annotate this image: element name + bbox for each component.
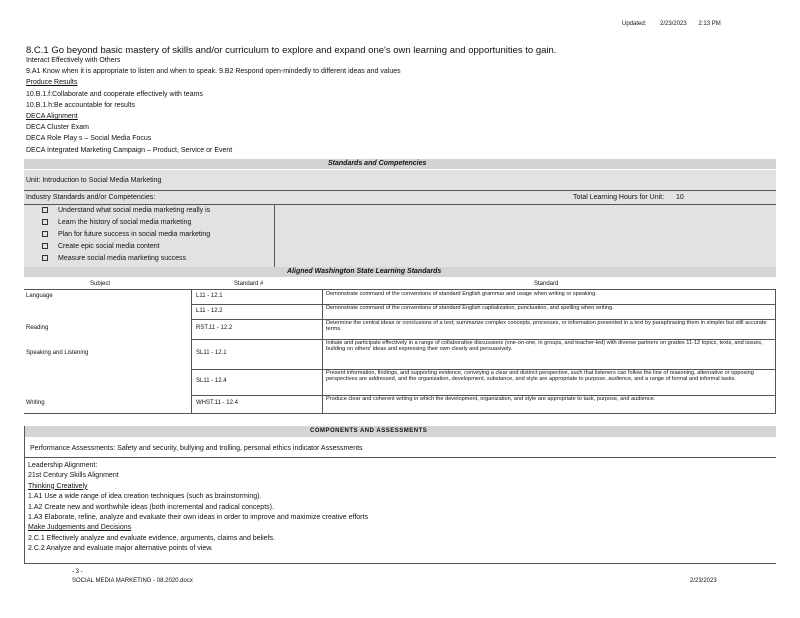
lower-lines-item: Leadership Alignment: [28, 462, 98, 469]
table-row-standard: Demonstrate command of the conventions of standard English capitalization, punctuation, and spelling when writing. [326, 305, 614, 311]
top-lines-item: DECA Cluster Exam [26, 124, 90, 132]
checkbox-icon [42, 255, 48, 261]
table-row-code: RST.11 - 12.2 [196, 325, 233, 331]
lower-lines-item: 2.C.2 Analyze and evaluate major alternative points of view. [28, 545, 213, 553]
divider [274, 204, 275, 268]
top-lines-item: 9.A1 Know when it is appropriate to listen and when to speak. 9.B2 Respond open-mindedly to different ideas and values [26, 68, 401, 76]
competency-item [42, 207, 210, 214]
competency-item [42, 255, 186, 262]
lower-lines-item: 21st Century Skills Alignment [28, 472, 119, 480]
footer-doc-name: SOCIAL MEDIA MARKETING - 08.2020.docx [72, 578, 193, 584]
checkbox-icon [42, 231, 48, 237]
checkbox-icon [42, 219, 48, 225]
table-row-code: SL11 - 12.4 [196, 378, 227, 384]
table-row-standard: Produce clear and coherent writing in which the development, organization, and style are appropriate to task, purpose, and audience. [326, 396, 656, 402]
table-header-standard-no: Standard # [234, 281, 264, 287]
divider [24, 204, 776, 205]
competency-label: Create epic social media content [58, 243, 160, 250]
unit-line: Unit: Introduction to Social Media Marketing [26, 177, 162, 184]
divider [24, 563, 776, 564]
table-row-standard: Demonstrate command of the conventions of standard English grammar and usage when writing or speaking. [326, 291, 597, 297]
industry-line: Industry Standards and/or Competencies: [26, 194, 156, 201]
table-row-code: L11 - 12.2 [196, 307, 223, 314]
standards-bar-title: Standards and Competencies [328, 160, 427, 167]
table-row-standard: Determine the central ideas or conclusions of a text; summarize complex concepts, processes, or information presented in a text by paraphrasing them in simpler but still accurate terms. [326, 320, 767, 333]
updated-time: 2:13 PM [698, 21, 721, 27]
lower-lines-item: 1.A2 Create new and worthwhile ideas (both incremental and radical concepts). [28, 503, 274, 511]
table-row-subject: Speaking and Listening [26, 350, 89, 356]
divider [24, 190, 776, 191]
divider [24, 457, 776, 458]
competency-item [42, 243, 160, 250]
lower-lines-item: 2.C.1 Effectively analyze and evaluate evidence, arguments, claims and beliefs. [28, 534, 275, 542]
lower-lines-item: 1.A1 Use a wide range of idea creation techniques (such as brainstorming). [28, 493, 262, 501]
table-row-subject: Writing [26, 400, 45, 406]
table-row-standard: Initiate and participate effectively in a range of collaborative discussions (one-on-one, in groups, and teacher-led) with diverse partners on grades 11-12 topics, texts, and issues, building on others' ideas and expressing their own clearly and persuasively. [326, 340, 763, 353]
table-header-subject: Subject [90, 281, 111, 287]
competency-item [42, 219, 191, 226]
standards-table [24, 278, 776, 413]
top-lines-item: DECA Role Play s – Social Media Focus [26, 135, 152, 143]
total-hours-value: 10 [676, 194, 684, 201]
updated-stamp [622, 21, 721, 27]
table-row-code: WHST.11 - 12.4 [196, 400, 238, 406]
updated-date: 2/23/2023 [660, 21, 687, 27]
competency-label: Measure social media marketing success [58, 255, 186, 262]
aligned-bar-title: Aligned Washington State Learning Standards [287, 268, 442, 275]
competency-item [42, 231, 210, 238]
top-lines-item: Produce Results [26, 79, 78, 87]
updated-label: Updated: [622, 21, 647, 27]
page-number: - 3 - [72, 569, 83, 575]
components-bar-title: COMPONENTS AND ASSESSMENTS [310, 428, 428, 434]
divider [24, 426, 25, 563]
top-lines-item: DECA Integrated Marketing Campaign – Product, Service or Event [26, 146, 233, 154]
top-lines-item: 10.B.1.h:Be accountable for results [26, 101, 135, 109]
lower-lines-item: 1.A3 Elaborate, refine, analyze and evaluate their own ideas in order to improve and maximize creative efforts [28, 514, 368, 521]
competency-label: Plan for future success in social media marketing [58, 231, 211, 238]
table-row-subject: Language [26, 293, 53, 299]
footer-date: 2/23/2023 [690, 578, 717, 584]
checkbox-icon [42, 207, 48, 213]
table-row-code: L11 - 12.1 [196, 293, 223, 299]
checkbox-icon [42, 243, 48, 249]
performance-line: Performance Assessments: Safety and security, bullying and trolling, personal ethics indicator Assessments [30, 445, 363, 452]
page-title: 8.C.1 Go beyond basic mastery of skills and/or curriculum to explore and expand one's own learning and opportunities to gain. [26, 45, 557, 56]
total-hours [573, 194, 684, 201]
top-lines-item: Interact Effectively with Others [26, 57, 121, 64]
lower-lines-item: Make Judgements and Decisions [28, 524, 132, 532]
divider [24, 289, 776, 290]
table-row-standard: Present information, findings, and supporting evidence, conveying a clear and distinct perspective, such that listeners can follow the line of reasoning, alternative or opposing perspectives are addressed, and the organization, development, substance, and style are appropriate to purpose, audience, and a range of formal and informal tasks. [326, 370, 754, 383]
table-header-standard: Standard [534, 281, 559, 287]
lower-lines-item: Thinking Creatively [28, 482, 88, 490]
divider [24, 413, 776, 414]
table-row-subject: Reading [26, 325, 49, 331]
top-lines-item: 10.B.1.f:Collaborate and cooperate effectively with teams [26, 90, 203, 98]
total-hours-label: Total Learning Hours for Unit: [573, 194, 665, 201]
competency-label: Understand what social media marketing really is [58, 207, 211, 214]
competency-label: Learn the history of social media marketing [58, 219, 192, 226]
top-lines-item: DECA Alignment [26, 113, 78, 120]
table-row-code: SL11 - 12.1 [196, 350, 227, 356]
